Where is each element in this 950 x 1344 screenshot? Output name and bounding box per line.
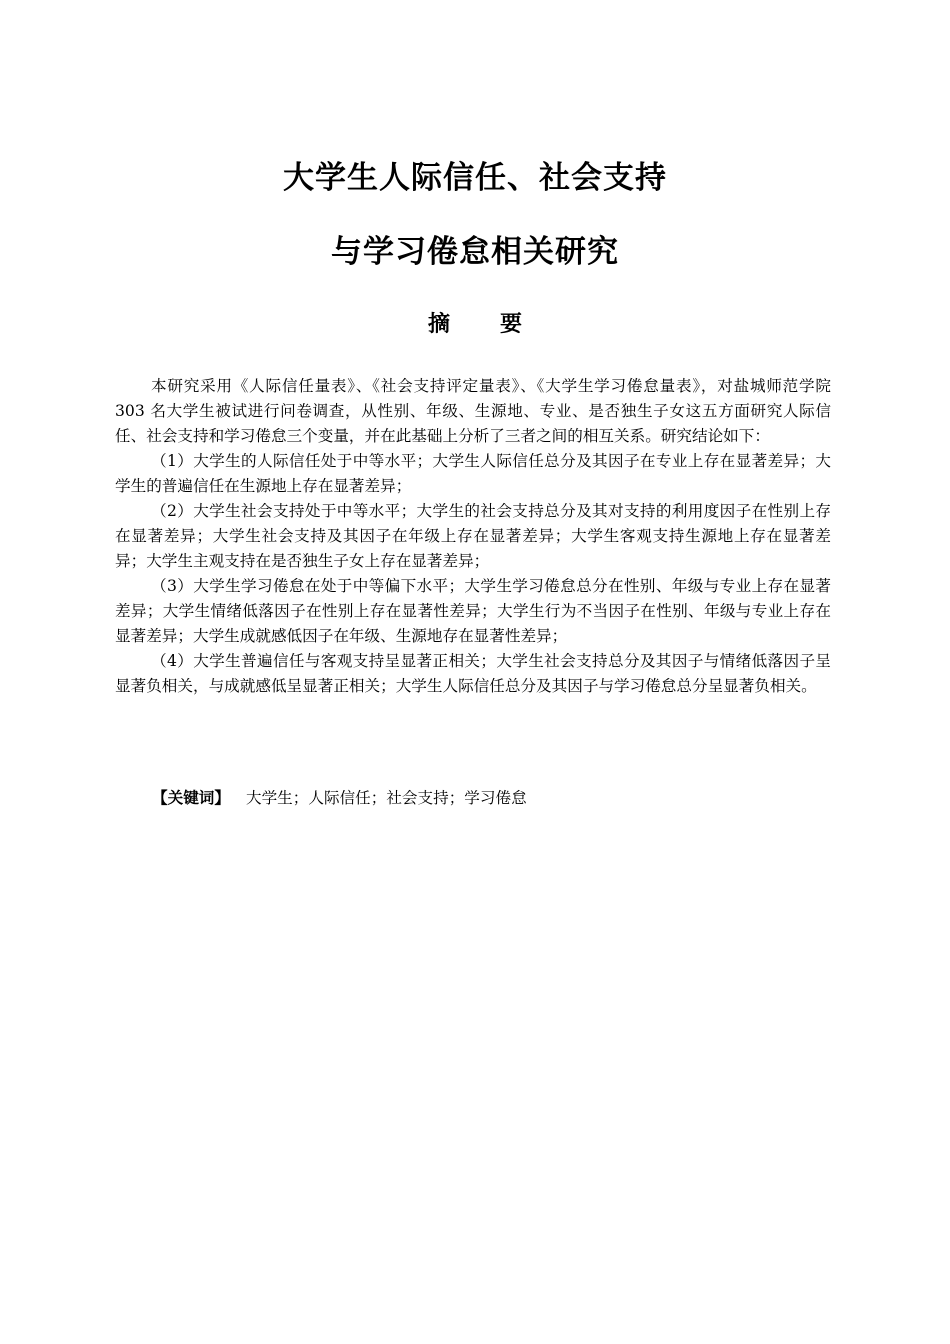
abstract-paragraph-2: （2）大学生社会支持处于中等水平；大学生的社会支持总分及其对支持的利用度因子在性别上存在显著差异；大学生社会支持及其因子在年级上存在显著差异；大学生客观支持生源地上存在显著差异；大学生主观支持在是否独生子女上存在显著差异；	[115, 502, 831, 570]
keywords-line	[152, 786, 832, 811]
abstract-paragraph-1: （1）大学生的人际信任处于中等水平；大学生人际信任总分及其因子在专业上存在显著差异；大学生的普遍信任在生源地上存在显著差异；	[115, 452, 831, 495]
abstract-paragraph-3: （3）大学生学习倦怠在处于中等偏下水平；大学生学习倦怠总分在性别、年级与专业上存在显著差异；大学生情绪低落因子在性别上存在显著性差异；大学生行为不当因子在性别、年级与专业上存在显著差异；大学生成就感低因子在年级、生源地存在显著性差异；	[115, 577, 831, 645]
keywords-value: 大学生；人际信任；社会支持；学习倦怠	[245, 789, 527, 807]
abstract-paragraph-4: （4）大学生普遍信任与客观支持呈显著正相关；大学生社会支持总分及其因子与情绪低落因子呈显著负相关，与成就感低呈显著正相关；大学生人际信任总分及其因子与学习倦怠总分呈显著负相关。	[115, 652, 831, 695]
abstract-heading: 摘要	[427, 312, 572, 337]
abstract-body	[115, 374, 831, 699]
keywords-label: 【关键词】	[152, 789, 230, 807]
title-line-1: 大学生人际信任、社会支持	[283, 160, 667, 196]
abstract-paragraph-intro: 本研究采用《人际信任量表》、《社会支持评定量表》、《大学生学习倦怠量表》，对盐城师范学院 303 名大学生被试进行问卷调查，从性别、年级、生源地、专业、是否独生子女这五方面研究人际信任、社会支持和学习倦怠三个变量，并在此基础上分析了三者之间的相互关系。研究结论如下：	[115, 377, 831, 445]
title-line-2: 与学习倦怠相关研究	[331, 234, 619, 270]
